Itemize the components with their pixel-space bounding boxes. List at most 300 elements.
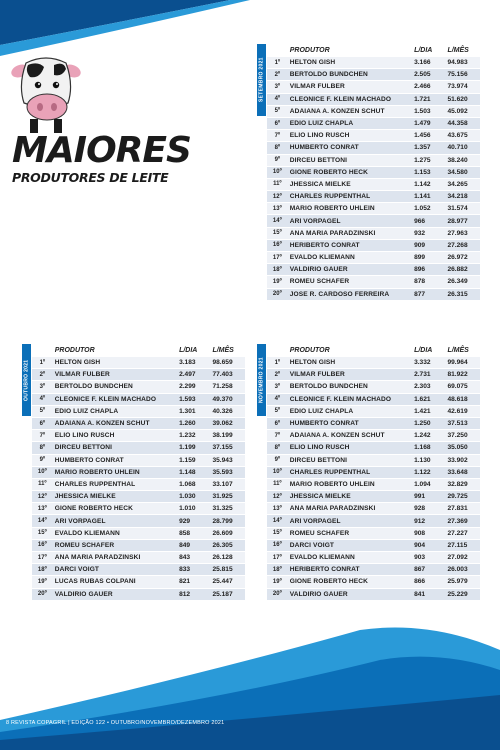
rank-cell: 2º (267, 69, 288, 80)
liters-per-month: 27.227 (445, 528, 480, 539)
column-per-day: L/DIA (179, 347, 198, 354)
liters-per-day: 1.232 (177, 430, 210, 441)
table-row (267, 118, 480, 129)
table-row (32, 528, 245, 539)
month-label-november: NOVEMBRO 2021 (257, 344, 266, 416)
producer-name: EVALDO KLIEMANN (288, 552, 412, 563)
table-row (32, 381, 245, 392)
rank-cell: 20º (32, 589, 53, 600)
table-row (267, 564, 480, 575)
liters-per-month: 71.258 (210, 381, 245, 392)
liters-per-month: 25.815 (210, 564, 245, 575)
producer-name: EDIO LUIZ CHAPLA (53, 406, 177, 417)
liters-per-month: 33.648 (445, 467, 480, 478)
table-row (32, 406, 245, 417)
rank-cell: 7º (267, 130, 288, 141)
october-ranking (22, 344, 247, 601)
month-label-september: SETEMBRO 2021 (257, 44, 266, 116)
liters-per-day: 1.456 (412, 130, 445, 141)
producer-name: JHESSICA MIELKE (288, 179, 412, 190)
producer-name: MARIO ROBERTO UHLEIN (288, 203, 412, 214)
producer-name: JHESSICA MIELKE (53, 491, 177, 502)
liters-per-month: 51.620 (445, 94, 480, 105)
producer-name: ARI VORPAGEL (288, 215, 412, 226)
liters-per-month: 34.580 (445, 167, 480, 178)
rank-cell: 16º (267, 240, 288, 251)
liters-per-month: 26.349 (445, 276, 480, 287)
producer-name: ELIO LINO RUSCH (288, 130, 412, 141)
liters-per-month: 27.092 (445, 552, 480, 563)
liters-per-day: 2.299 (177, 381, 210, 392)
liters-per-month: 39.062 (210, 418, 245, 429)
liters-per-day: 867 (412, 564, 445, 575)
liters-per-day: 3.166 (412, 57, 445, 68)
rank-cell: 7º (32, 430, 53, 441)
table-row (267, 106, 480, 117)
rank-cell: 15º (267, 228, 288, 239)
producer-name: ADAIANA A. KONZEN SCHUT (53, 418, 177, 429)
producer-name: EVALDO KLIEMANN (288, 252, 412, 263)
liters-per-month: 27.115 (445, 540, 480, 551)
rank-cell: 9º (267, 155, 288, 166)
producer-name: VALDIRIO GAUER (53, 589, 177, 600)
table-row (267, 467, 480, 478)
liters-per-day: 1.094 (412, 479, 445, 490)
liters-per-day: 1.010 (177, 503, 210, 514)
liters-per-month: 42.619 (445, 406, 480, 417)
producer-name: ARI VORPAGEL (53, 515, 177, 526)
rank-cell: 12º (267, 191, 288, 202)
rank-cell: 1º (267, 57, 288, 68)
rank-cell: 10º (267, 467, 288, 478)
table-row (267, 289, 480, 300)
liters-per-day: 904 (412, 540, 445, 551)
producer-name: HELTON GISH (53, 357, 177, 368)
rank-cell: 9º (267, 455, 288, 466)
producer-name: VILMAR FULBER (288, 369, 412, 380)
rank-cell: 13º (267, 503, 288, 514)
heading (12, 132, 212, 185)
producer-name: DIRCEU BETTONI (288, 455, 412, 466)
liters-per-month: 49.370 (210, 394, 245, 405)
producer-name: ANA MARIA PARADZINSKI (53, 552, 177, 563)
liters-per-day: 1.159 (177, 455, 210, 466)
liters-per-month: 26.003 (445, 564, 480, 575)
rank-cell: 1º (32, 357, 53, 368)
producer-name: ELIO LINO RUSCH (53, 430, 177, 441)
producer-name: EVALDO KLIEMANN (53, 528, 177, 539)
liters-per-month: 28.977 (445, 215, 480, 226)
footer-text: 8 REVISTA COPAGRIL | EDIÇÃO 122 • OUTUBRO/NOVEMBRO/DEZEMBRO 2021 (6, 720, 225, 726)
liters-per-month: 34.265 (445, 179, 480, 190)
column-per-month: L/MÊS (447, 347, 469, 354)
rank-cell: 2º (32, 369, 53, 380)
rank-cell: 2º (267, 369, 288, 380)
table-row (267, 167, 480, 178)
rank-cell: 11º (267, 179, 288, 190)
producer-name: DIRCEU BETTONI (288, 155, 412, 166)
rank-cell: 5º (267, 406, 288, 417)
rank-cell: 8º (32, 442, 53, 453)
table-row (267, 442, 480, 453)
liters-per-day: 843 (177, 552, 210, 563)
liters-per-day: 1.030 (177, 491, 210, 502)
column-per-day: L/DIA (414, 347, 433, 354)
table-row (267, 69, 480, 80)
liters-per-month: 38.199 (210, 430, 245, 441)
liters-per-month: 98.659 (210, 357, 245, 368)
liters-per-month: 27.268 (445, 240, 480, 251)
liters-per-month: 25.447 (210, 576, 245, 587)
rank-cell: 4º (267, 394, 288, 405)
rank-cell: 5º (32, 406, 53, 417)
table-row (32, 418, 245, 429)
liters-per-day: 991 (412, 491, 445, 502)
liters-per-day: 1.479 (412, 118, 445, 129)
producer-name: MARIO ROBERTO UHLEIN (288, 479, 412, 490)
liters-per-month: 31.574 (445, 203, 480, 214)
liters-per-day: 899 (412, 252, 445, 263)
rank-cell: 18º (267, 264, 288, 275)
rank-cell: 18º (32, 564, 53, 575)
liters-per-day: 1.260 (177, 418, 210, 429)
liters-per-month: 27.831 (445, 503, 480, 514)
producer-name: CLEONICE F. KLEIN MACHADO (288, 94, 412, 105)
producer-name: EDIO LUIZ CHAPLA (288, 118, 412, 129)
rank-cell: 8º (267, 442, 288, 453)
liters-per-month: 33.107 (210, 479, 245, 490)
producer-name: LUCAS RUBAS COLPANI (53, 576, 177, 587)
rank-cell: 13º (32, 503, 53, 514)
producer-name: EDIO LUIZ CHAPLA (288, 406, 412, 417)
rank-cell: 8º (267, 142, 288, 153)
producer-name: ARI VORPAGEL (288, 515, 412, 526)
liters-per-day: 912 (412, 515, 445, 526)
column-per-month: L/MÊS (447, 47, 469, 54)
liters-per-month: 94.983 (445, 57, 480, 68)
table-row (267, 369, 480, 380)
table-row (267, 430, 480, 441)
producer-name: VILMAR FULBER (288, 81, 412, 92)
producer-name: BERTOLDO BUNDCHEN (288, 69, 412, 80)
ranking-table-october (32, 344, 245, 601)
liters-per-day: 1.721 (412, 94, 445, 105)
table-row (32, 491, 245, 502)
table-row (32, 479, 245, 490)
rank-cell: 16º (267, 540, 288, 551)
rank-cell: 6º (32, 418, 53, 429)
liters-per-month: 29.725 (445, 491, 480, 502)
table-header (267, 345, 480, 356)
liters-per-day: 1.250 (412, 418, 445, 429)
liters-per-month: 26.315 (445, 289, 480, 300)
liters-per-month: 75.156 (445, 69, 480, 80)
liters-per-day: 1.301 (177, 406, 210, 417)
liters-per-month: 33.902 (445, 455, 480, 466)
table-row (267, 179, 480, 190)
rank-cell: 11º (267, 479, 288, 490)
bottom-decoration (0, 620, 500, 750)
liters-per-day: 1.621 (412, 394, 445, 405)
producer-name: HUMBERTO CONRAT (288, 142, 412, 153)
liters-per-day: 929 (177, 515, 210, 526)
november-ranking (257, 344, 482, 601)
producer-name: DIRCEU BETTONI (53, 442, 177, 453)
liters-per-month: 44.358 (445, 118, 480, 129)
rank-cell: 5º (267, 106, 288, 117)
producer-name: ANA MARIA PARADZINSKI (288, 228, 412, 239)
liters-per-month: 31.325 (210, 503, 245, 514)
table-row (267, 528, 480, 539)
producer-name: HELTON GISH (288, 357, 412, 368)
page-subtitle: PRODUTORES DE LEITE (12, 170, 169, 185)
table-row (267, 479, 480, 490)
producer-name: CHARLES RUPPENTHAL (53, 479, 177, 490)
liters-per-month: 38.240 (445, 155, 480, 166)
liters-per-month: 26.128 (210, 552, 245, 563)
producer-name: ADAIANA A. KONZEN SCHUT (288, 106, 412, 117)
liters-per-month: 37.513 (445, 418, 480, 429)
table-row (267, 406, 480, 417)
table-row (267, 264, 480, 275)
liters-per-month: 26.305 (210, 540, 245, 551)
rank-cell: 16º (32, 540, 53, 551)
table-row (32, 503, 245, 514)
rank-cell: 4º (267, 94, 288, 105)
table-row (267, 540, 480, 551)
liters-per-day: 909 (412, 240, 445, 251)
producer-name: HELTON GISH (288, 57, 412, 68)
producer-name: DARCI VOIGT (53, 564, 177, 575)
rank-cell: 13º (267, 203, 288, 214)
table-row (267, 203, 480, 214)
rank-cell: 6º (267, 118, 288, 129)
producer-name: HUMBERTO CONRAT (288, 418, 412, 429)
liters-per-month: 25.229 (445, 589, 480, 600)
liters-per-month: 35.943 (210, 455, 245, 466)
liters-per-day: 2.466 (412, 81, 445, 92)
table-row (32, 467, 245, 478)
rank-cell: 14º (267, 515, 288, 526)
table-row (32, 540, 245, 551)
liters-per-month: 32.829 (445, 479, 480, 490)
table-row (267, 57, 480, 68)
liters-per-month: 81.922 (445, 369, 480, 380)
producer-name: MARIO ROBERTO UHLEIN (53, 467, 177, 478)
producer-name: ADAIANA A. KONZEN SCHUT (288, 430, 412, 441)
table-row (32, 576, 245, 587)
liters-per-day: 878 (412, 276, 445, 287)
liters-per-day: 1.199 (177, 442, 210, 453)
rank-cell: 1º (267, 357, 288, 368)
liters-per-day: 1.068 (177, 479, 210, 490)
producer-name: HERIBERTO CONRAT (288, 240, 412, 251)
liters-per-month: 34.218 (445, 191, 480, 202)
rank-cell: 11º (32, 479, 53, 490)
table-row (267, 455, 480, 466)
table-row (267, 491, 480, 502)
table-row (32, 394, 245, 405)
rank-cell: 18º (267, 564, 288, 575)
liters-per-day: 1.275 (412, 155, 445, 166)
table-row (32, 369, 245, 380)
table-row (267, 81, 480, 92)
rank-cell: 17º (267, 252, 288, 263)
liters-per-month: 27.963 (445, 228, 480, 239)
table-row (267, 515, 480, 526)
liters-per-month: 73.974 (445, 81, 480, 92)
producer-name: CLEONICE F. KLEIN MACHADO (53, 394, 177, 405)
table-row (267, 381, 480, 392)
liters-per-day: 3.183 (177, 357, 210, 368)
liters-per-month: 99.964 (445, 357, 480, 368)
liters-per-day: 1.421 (412, 406, 445, 417)
producer-name: CLEONICE F. KLEIN MACHADO (288, 394, 412, 405)
liters-per-day: 928 (412, 503, 445, 514)
table-row (32, 515, 245, 526)
table-row (32, 564, 245, 575)
table-row (267, 94, 480, 105)
rank-cell: 10º (267, 167, 288, 178)
producer-name: CHARLES RUPPENTHAL (288, 191, 412, 202)
rank-cell: 12º (32, 491, 53, 502)
producer-name: ROMEU SCHAFER (288, 528, 412, 539)
table-row (267, 357, 480, 368)
producer-name: VILMAR FULBER (53, 369, 177, 380)
liters-per-day: 1.242 (412, 430, 445, 441)
liters-per-day: 908 (412, 528, 445, 539)
rank-cell: 14º (32, 515, 53, 526)
liters-per-day: 1.357 (412, 142, 445, 153)
ranking-table-september (267, 44, 480, 301)
liters-per-day: 2.731 (412, 369, 445, 380)
table-row (267, 552, 480, 563)
table-row (32, 442, 245, 453)
rank-cell: 3º (32, 381, 53, 392)
producer-name: VALDIRIO GAUER (288, 264, 412, 275)
producer-name: GIONE ROBERTO HECK (288, 576, 412, 587)
table-header (267, 45, 480, 56)
liters-per-day: 1.153 (412, 167, 445, 178)
column-producer: PRODUTOR (289, 47, 330, 54)
liters-per-month: 25.979 (445, 576, 480, 587)
producer-name: VALDIRIO GAUER (288, 589, 412, 600)
producer-name: GIONE ROBERTO HECK (53, 503, 177, 514)
table-row (267, 418, 480, 429)
cow-mascot-icon (10, 55, 82, 135)
column-per-month: L/MÊS (212, 347, 234, 354)
liters-per-day: 1.142 (412, 179, 445, 190)
liters-per-month: 37.155 (210, 442, 245, 453)
producer-name: DARCI VOIGT (288, 540, 412, 551)
liters-per-month: 43.675 (445, 130, 480, 141)
liters-per-month: 69.075 (445, 381, 480, 392)
producer-name: CHARLES RUPPENTHAL (288, 467, 412, 478)
liters-per-day: 1.168 (412, 442, 445, 453)
liters-per-month: 26.882 (445, 264, 480, 275)
liters-per-day: 1.122 (412, 467, 445, 478)
liters-per-day: 2.497 (177, 369, 210, 380)
rank-cell: 17º (32, 552, 53, 563)
liters-per-day: 932 (412, 228, 445, 239)
table-row (267, 394, 480, 405)
table-row (32, 430, 245, 441)
liters-per-month: 35.593 (210, 467, 245, 478)
liters-per-month: 40.710 (445, 142, 480, 153)
producer-name: ANA MARIA PARADZINSKI (288, 503, 412, 514)
liters-per-day: 858 (177, 528, 210, 539)
producer-name: HERIBERTO CONRAT (288, 564, 412, 575)
liters-per-day: 1.148 (177, 467, 210, 478)
rank-cell: 12º (267, 491, 288, 502)
producer-name: GIONE ROBERTO HECK (288, 167, 412, 178)
rank-cell: 20º (267, 289, 288, 300)
table-row (32, 589, 245, 600)
column-producer: PRODUTOR (54, 347, 95, 354)
rank-cell: 10º (32, 467, 53, 478)
liters-per-month: 26.972 (445, 252, 480, 263)
table-row (267, 503, 480, 514)
liters-per-month: 25.187 (210, 589, 245, 600)
rank-cell: 3º (267, 381, 288, 392)
liters-per-day: 812 (177, 589, 210, 600)
producer-name: ROMEU SCHAFER (288, 276, 412, 287)
rank-cell: 15º (267, 528, 288, 539)
table-row (32, 552, 245, 563)
rank-cell: 20º (267, 589, 288, 600)
liters-per-day: 866 (412, 576, 445, 587)
producer-name: ROMEU SCHAFER (53, 540, 177, 551)
liters-per-day: 821 (177, 576, 210, 587)
liters-per-day: 1.503 (412, 106, 445, 117)
producer-name: JOSE R. CARDOSO FERREIRA (288, 289, 412, 300)
liters-per-day: 2.303 (412, 381, 445, 392)
table-row (32, 455, 245, 466)
rank-cell: 19º (267, 276, 288, 287)
column-producer: PRODUTOR (289, 347, 330, 354)
table-row (267, 576, 480, 587)
table-row (267, 276, 480, 287)
table-row (32, 357, 245, 368)
rank-cell: 14º (267, 215, 288, 226)
table-row (267, 240, 480, 251)
page-title: MAIORES (12, 130, 191, 171)
ranking-table-november (267, 344, 480, 601)
rank-cell: 6º (267, 418, 288, 429)
column-per-day: L/DIA (414, 47, 433, 54)
liters-per-day: 3.332 (412, 357, 445, 368)
liters-per-month: 26.609 (210, 528, 245, 539)
table-row (267, 130, 480, 141)
liters-per-day: 1.593 (177, 394, 210, 405)
september-ranking (257, 44, 482, 301)
liters-per-day: 833 (177, 564, 210, 575)
rank-cell: 19º (32, 576, 53, 587)
rank-cell: 9º (32, 455, 53, 466)
rank-cell: 15º (32, 528, 53, 539)
liters-per-month: 45.092 (445, 106, 480, 117)
rank-cell: 4º (32, 394, 53, 405)
liters-per-day: 1.130 (412, 455, 445, 466)
producer-name: BERTOLDO BUNDCHEN (288, 381, 412, 392)
liters-per-day: 877 (412, 289, 445, 300)
producer-name: JHESSICA MIELKE (288, 491, 412, 502)
liters-per-month: 31.925 (210, 491, 245, 502)
liters-per-day: 2.505 (412, 69, 445, 80)
liters-per-day: 903 (412, 552, 445, 563)
rank-cell: 19º (267, 576, 288, 587)
table-row (267, 155, 480, 166)
